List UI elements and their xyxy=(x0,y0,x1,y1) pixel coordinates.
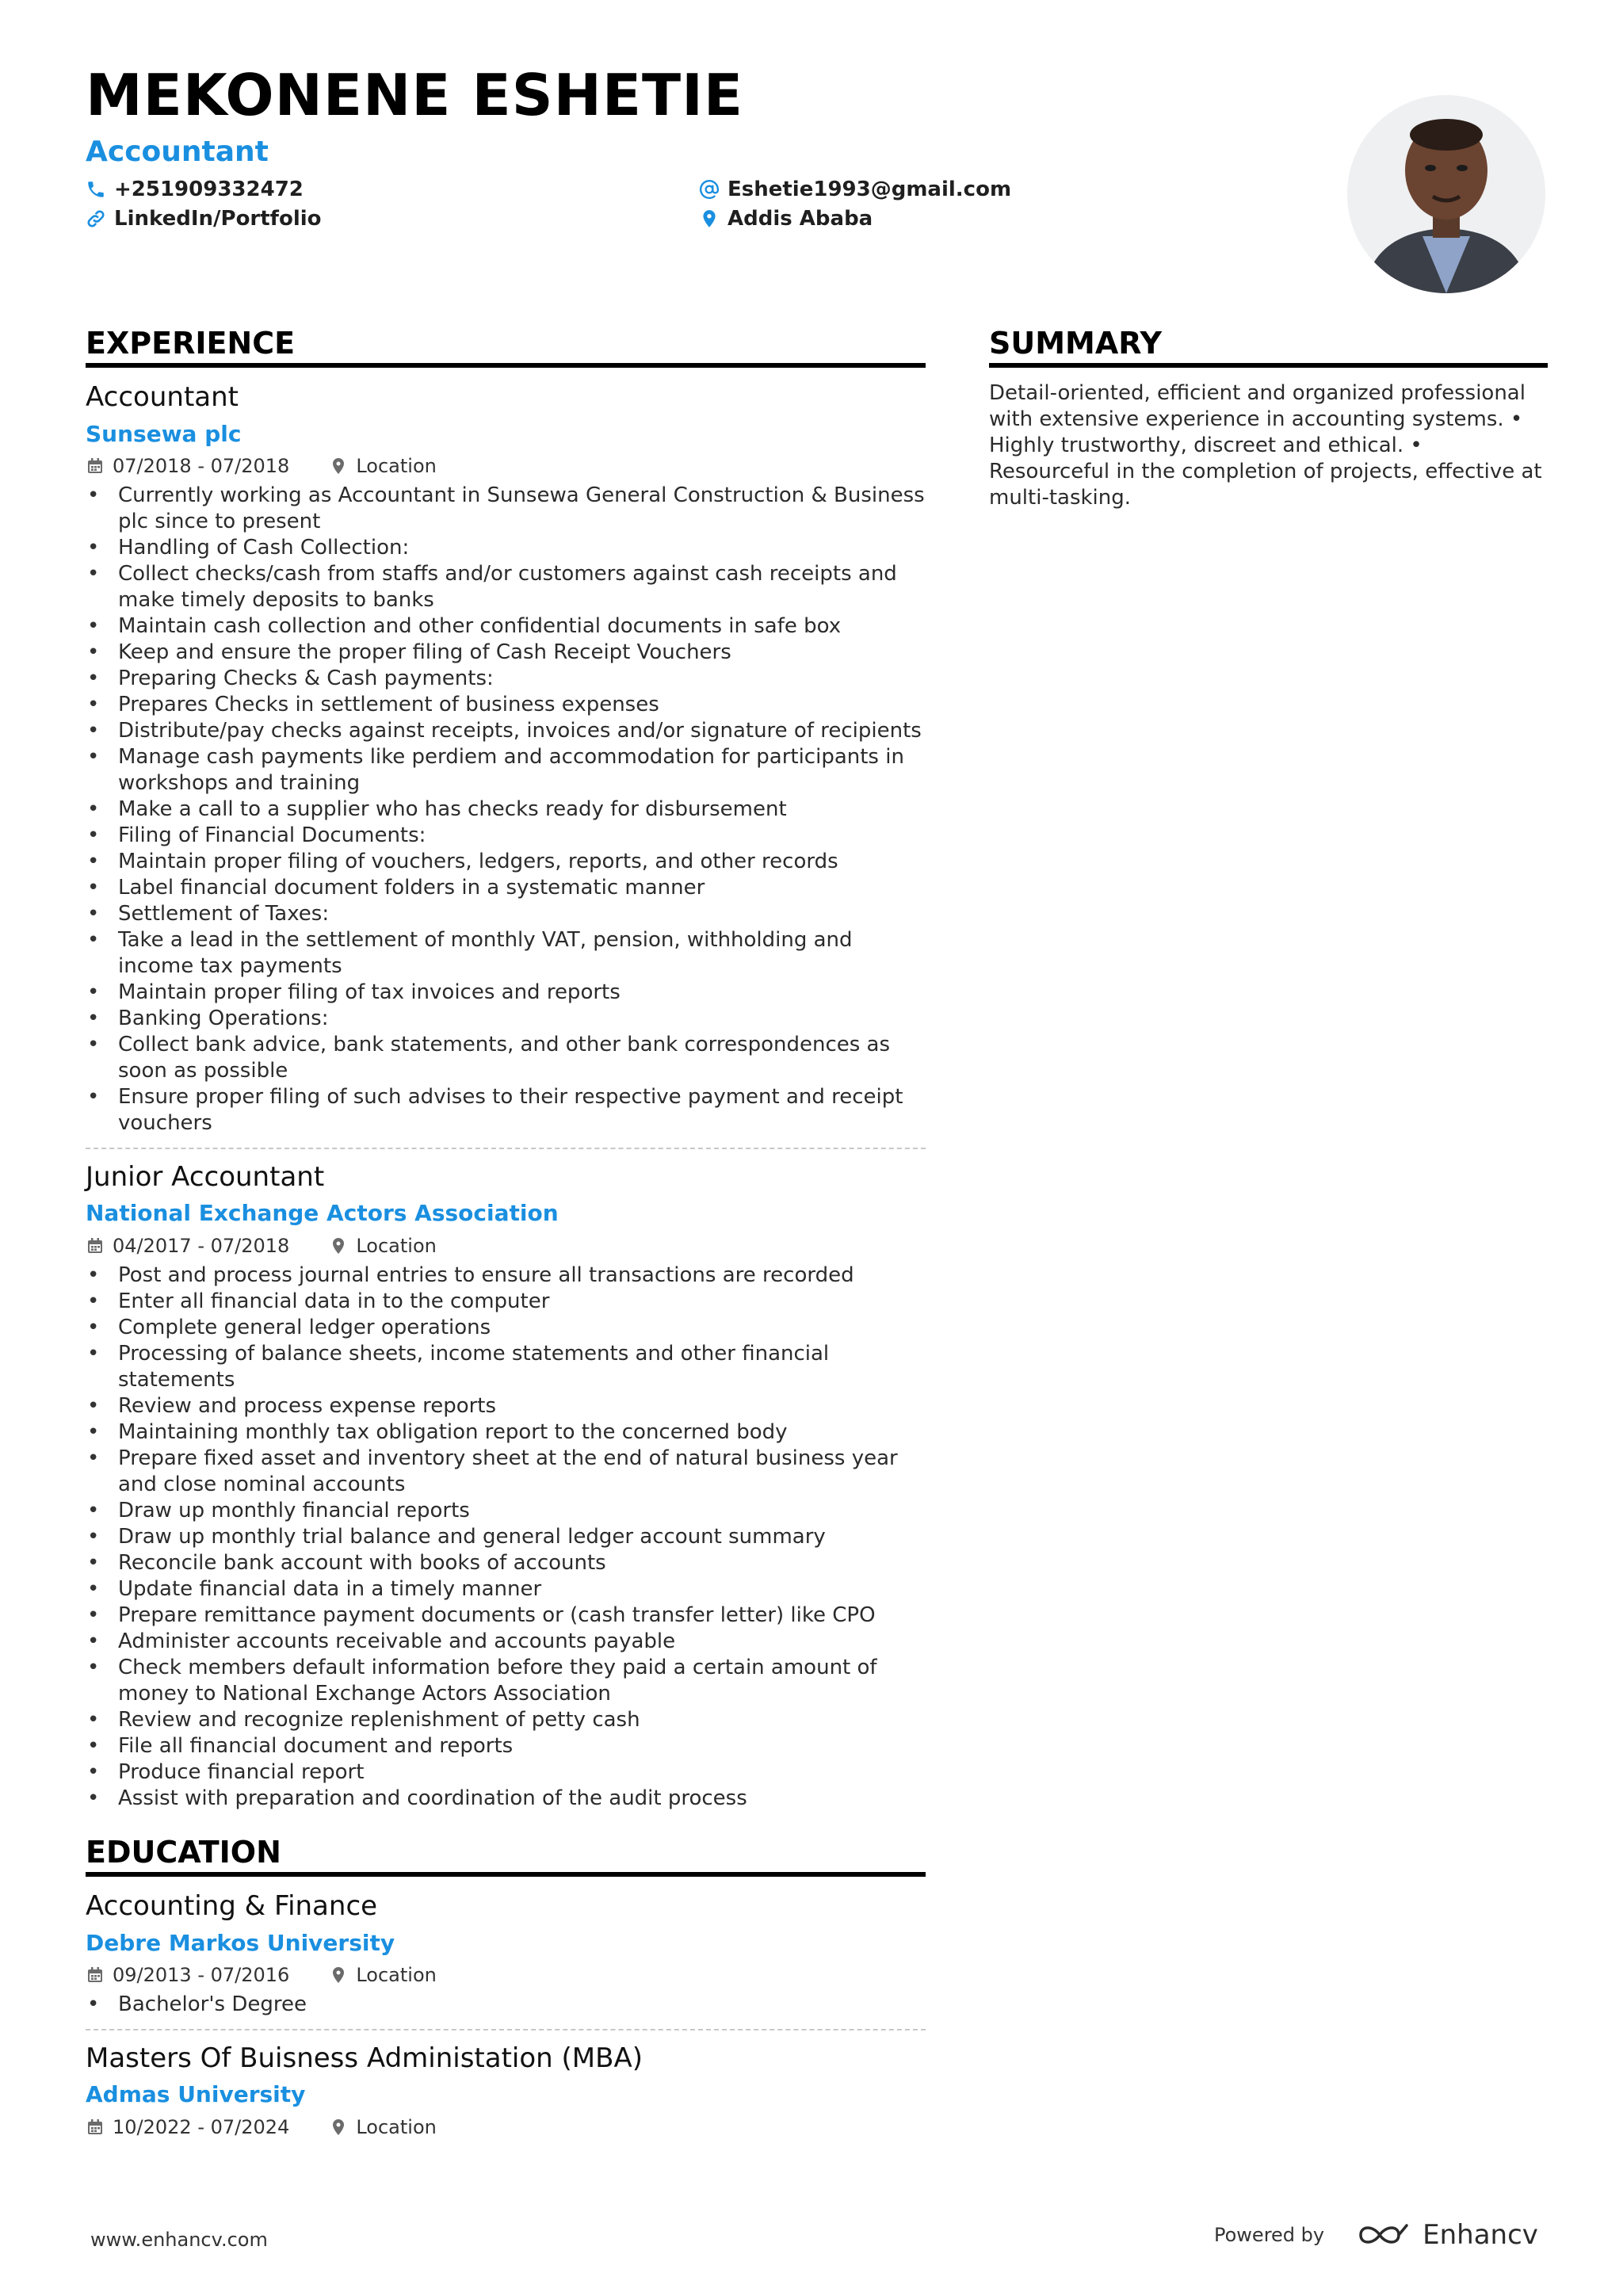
entry-meta xyxy=(86,1964,926,1987)
list-item: • Ensure proper filing of such advises to their respective payment and receipt vouchers xyxy=(86,1084,926,1137)
phone-icon xyxy=(86,179,106,200)
list-item: • Label financial document folders in a systematic manner xyxy=(86,875,926,901)
list-item: • Prepares Checks in settlement of business expenses xyxy=(86,692,926,718)
entry-role: Junior Accountant xyxy=(86,1160,325,1193)
at-icon xyxy=(699,179,720,200)
list-item: • Filing of Financial Documents: xyxy=(86,823,926,849)
map-pin-icon xyxy=(329,1236,348,1255)
list-item: • Update financial data in a timely manner xyxy=(86,1576,926,1603)
entry-company: Sunsewa plc xyxy=(86,420,242,447)
list-item: • Complete general ledger operations xyxy=(86,1315,926,1341)
summary-block xyxy=(989,380,1548,511)
location-contact xyxy=(699,207,873,231)
phone-text: +251909332472 xyxy=(114,178,304,201)
list-item: • Administer accounts receivable and accounts payable xyxy=(86,1629,926,1655)
entry-dates: 09/2013 - 07/2016 xyxy=(113,1964,290,1987)
entry-location: Location xyxy=(356,2115,437,2138)
calendar-icon xyxy=(86,1236,105,1255)
entry-school: Admas University xyxy=(86,2081,306,2108)
experience-heading: EXPERIENCE xyxy=(86,326,296,361)
brand-logo[interactable] xyxy=(1356,2219,1538,2251)
list-item: • Maintain proper filing of vouchers, ledgers, reports, and other records xyxy=(86,849,926,875)
portfolio-text: LinkedIn/Portfolio xyxy=(114,207,322,231)
entry-degree: Accounting & Finance xyxy=(86,1890,378,1922)
link-icon xyxy=(86,208,106,229)
list-item: • Prepare fixed asset and inventory sheet at the end of natural business year and close nominal accounts xyxy=(86,1446,926,1498)
summary-divider xyxy=(989,363,1548,368)
entry-meta xyxy=(86,2116,926,2139)
list-item: • Produce financial report xyxy=(86,1759,926,1786)
experience-list xyxy=(86,380,926,1812)
powered-by-label: Powered by xyxy=(1214,2224,1325,2246)
list-item: • Maintain cash collection and other confidential documents in safe box xyxy=(86,613,926,640)
summary-text: Detail-oriented, efficient and organized professional with extensive experience in accounting systems. • Highly trustworthy, discreet and ethical. • Resourceful in the completion of projects, effective at multi-tasking. xyxy=(989,381,1542,510)
profile-photo xyxy=(1347,95,1545,293)
calendar-icon xyxy=(86,457,105,476)
list-item: • Draw up monthly financial reports xyxy=(86,1498,926,1524)
list-item: • Take a lead in the settlement of monthly VAT, pension, withholding and income tax payments xyxy=(86,927,926,980)
experience-entry xyxy=(86,380,926,1137)
enhancv-logo-icon xyxy=(1356,2219,1411,2251)
list-item: • Maintain proper filing of tax invoices and reports xyxy=(86,980,926,1006)
list-item: • Preparing Checks & Cash payments: xyxy=(86,666,926,692)
email-contact[interactable] xyxy=(699,178,1011,201)
education-entry xyxy=(86,1889,926,2018)
list-item: • Enter all financial data in to the computer xyxy=(86,1289,926,1315)
phone-contact[interactable] xyxy=(86,178,304,201)
email-text: Eshetie1993@gmail.com xyxy=(727,178,1012,201)
entry-degree: Masters Of Buisness Administation (MBA) xyxy=(86,2042,643,2074)
map-pin-icon xyxy=(329,1966,348,1985)
entry-location: Location xyxy=(356,455,437,478)
entry-divider xyxy=(86,2029,926,2030)
list-item: • Review and process expense reports xyxy=(86,1393,926,1419)
education-list xyxy=(86,1889,926,2139)
list-item: • Collect checks/cash from staffs and/or customers against cash receipts and make timely deposits to banks xyxy=(86,561,926,613)
entry-location: Location xyxy=(356,1964,437,1987)
location-text: Addis Ababa xyxy=(727,207,873,231)
list-item: • Maintaining monthly tax obligation report to the concerned body xyxy=(86,1419,926,1446)
list-item: • Processing of balance sheets, income statements and other financial statements xyxy=(86,1341,926,1393)
entry-dates: 07/2018 - 07/2018 xyxy=(113,455,290,478)
map-pin-icon xyxy=(329,457,348,476)
calendar-icon xyxy=(86,2118,105,2137)
education-entry xyxy=(86,2042,926,2139)
list-item: • Review and recognize replenishment of petty cash xyxy=(86,1707,926,1733)
footer-website[interactable]: www.enhancv.com xyxy=(90,2229,268,2251)
map-pin-icon xyxy=(329,2118,348,2137)
entry-location: Location xyxy=(356,1234,437,1257)
list-item: • Distribute/pay checks against receipts, invoices and/or signature of recipients xyxy=(86,718,926,744)
entry-meta xyxy=(86,455,926,478)
job-title: Accountant xyxy=(86,136,269,168)
map-pin-icon xyxy=(699,208,720,229)
entry-meta xyxy=(86,1235,926,1258)
entry-bullets xyxy=(86,1263,926,1812)
list-item: • Bachelor's Degree xyxy=(86,1992,926,2018)
list-item: • Reconcile bank account with books of accounts xyxy=(86,1550,926,1576)
entry-dates: 04/2017 - 07/2018 xyxy=(113,1234,290,1257)
brand-name: Enhancv xyxy=(1423,2219,1538,2251)
entry-role: Accountant xyxy=(86,381,239,413)
entry-dates: 10/2022 - 07/2024 xyxy=(113,2115,290,2138)
entry-company: National Exchange Actors Association xyxy=(86,1200,559,1227)
list-item: • Settlement of Taxes: xyxy=(86,901,926,927)
education-divider xyxy=(86,1872,926,1877)
list-item: • Collect bank advice, bank statements, and other bank correspondences as soon as possible xyxy=(86,1032,926,1084)
list-item: • Post and process journal entries to ensure all transactions are recorded xyxy=(86,1263,926,1289)
entry-bullets xyxy=(86,483,926,1137)
entry-divider xyxy=(86,1148,926,1149)
person-portrait-icon xyxy=(1347,95,1545,293)
list-item: • File all financial document and reports xyxy=(86,1733,926,1759)
candidate-name: MEKONENE ESHETIE xyxy=(86,62,744,128)
experience-entry xyxy=(86,1160,926,1812)
list-item: • Manage cash payments like perdiem and accommodation for participants in workshops and training xyxy=(86,744,926,797)
portfolio-link[interactable] xyxy=(86,207,322,231)
list-item: • Assist with preparation and coordination of the audit process xyxy=(86,1786,926,1812)
experience-divider xyxy=(86,363,926,368)
summary-heading: SUMMARY xyxy=(989,326,1162,361)
footer-branding xyxy=(1214,2219,1538,2251)
calendar-icon xyxy=(86,1966,105,1985)
education-heading: EDUCATION xyxy=(86,1835,281,1870)
list-item: • Keep and ensure the proper filing of Cash Receipt Vouchers xyxy=(86,640,926,666)
list-item: • Check members default information before they paid a certain amount of money to National Exchange Actors Association xyxy=(86,1655,926,1707)
entry-school: Debre Markos University xyxy=(86,1929,395,1956)
list-item: • Currently working as Accountant in Sunsewa General Construction & Business plc since to present xyxy=(86,483,926,535)
list-item: • Draw up monthly trial balance and general ledger account summary xyxy=(86,1524,926,1550)
list-item: • Prepare remittance payment documents or (cash transfer letter) like CPO xyxy=(86,1603,926,1629)
list-item: • Make a call to a supplier who has checks ready for disbursement xyxy=(86,797,926,823)
list-item: • Handling of Cash Collection: xyxy=(86,535,926,561)
entry-bullets xyxy=(86,1992,926,2018)
list-item: • Banking Operations: xyxy=(86,1006,926,1032)
